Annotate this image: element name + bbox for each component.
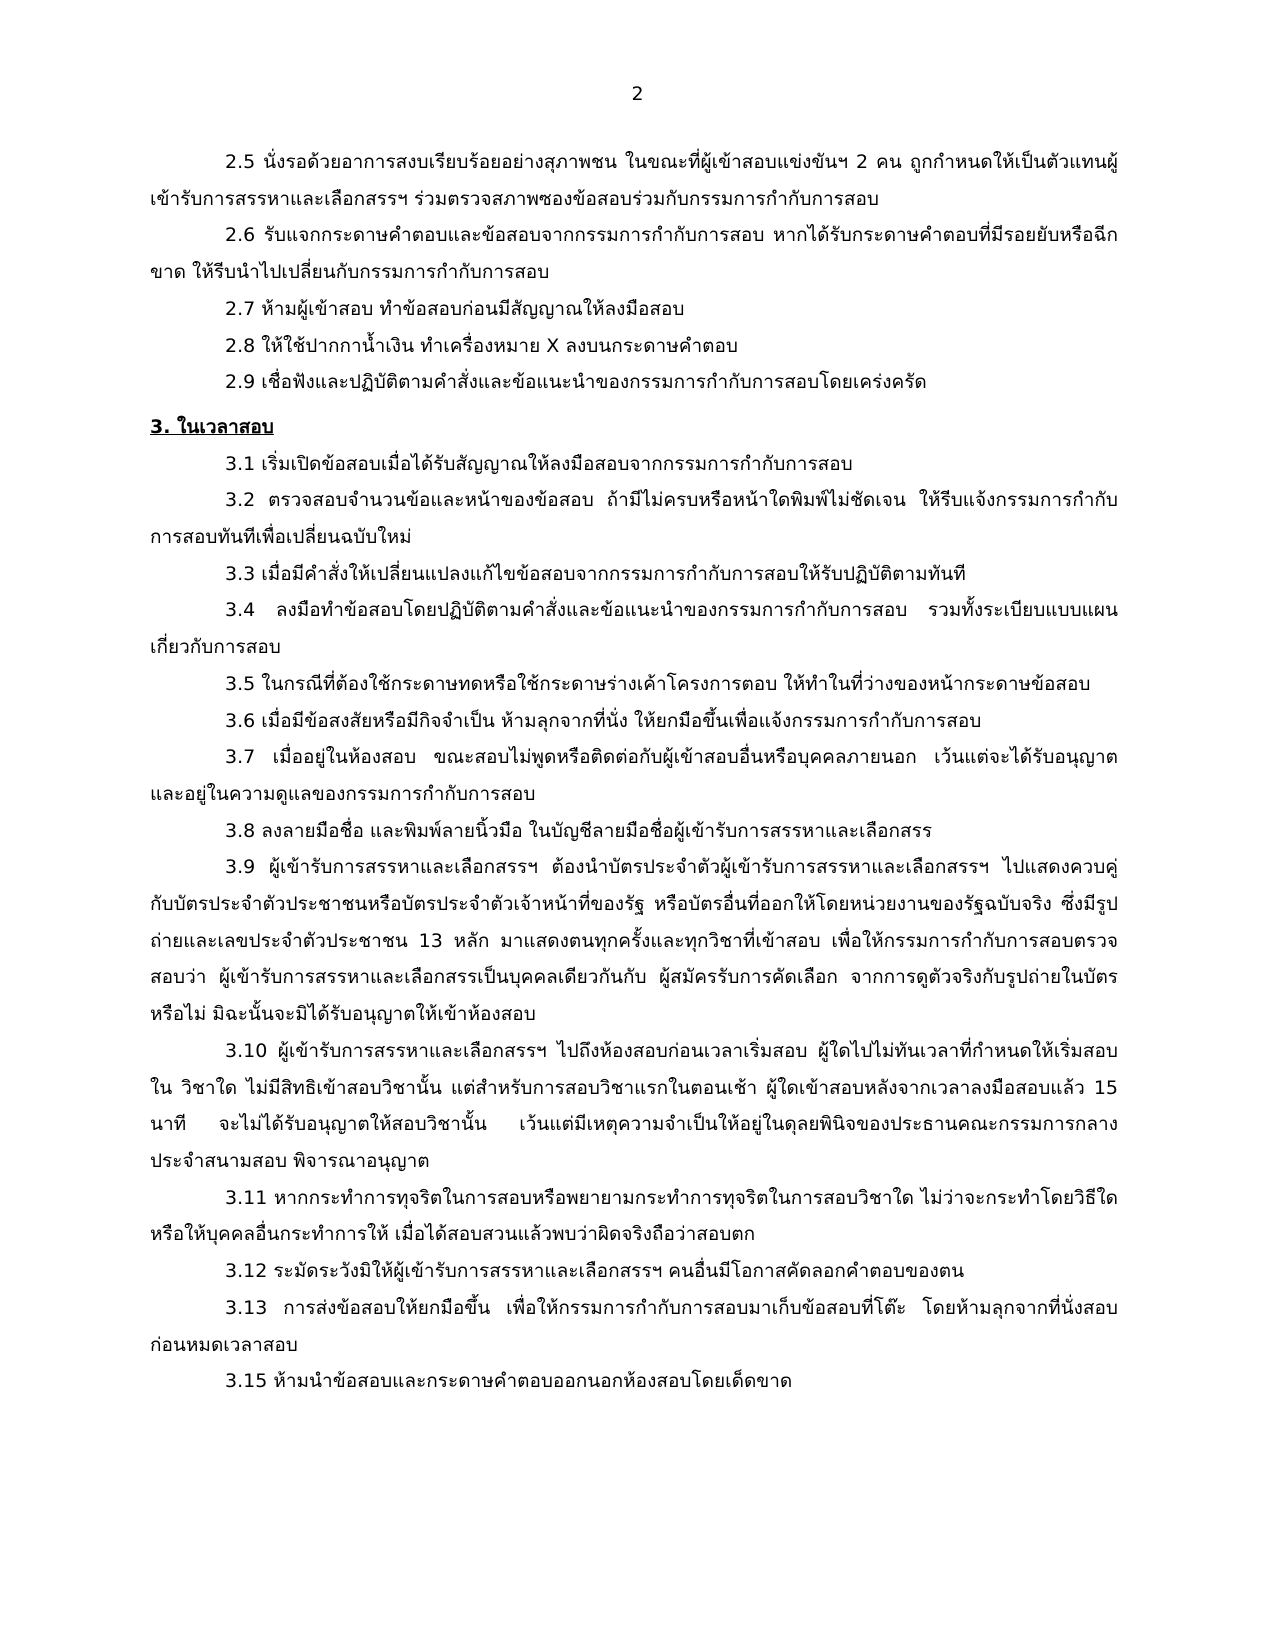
rule-3-3: 3.3 เมื่อมีคำสั่งให้เปลี่ยนแปลงแก้ไขข้อสอบจากกรรมการกำกับการสอบให้รับปฏิบัติตามทันที bbox=[225, 562, 966, 585]
rule-2-5: 2.5 นั่งรอด้วยอาการสงบเรียบร้อยอย่างสุภาพชน ในขณะที่ผู้เข้าสอบแข่งขันฯ 2 คน ถูกกำหนดให้เป็นตัวแทนผู้เข้ารับการสรรหาและเลือกสรรฯ ร่วมตรวจสภาพซองข้อสอบร่วมกับกรรมการกำกับการสอบ bbox=[150, 151, 1118, 210]
page-number: 2 bbox=[631, 83, 644, 105]
rule-3-2: 3.2 ตรวจสอบจำนวนข้อและหน้าของข้อสอบ ถ้ามีไม่ครบหรือหน้าใดพิมพ์ไม่ชัดเจน ให้รีบแจ้งกรรมการกำกับการสอบทันทีเพื่อเปลี่ยนฉบับใหม่ bbox=[150, 489, 1118, 549]
rule-2-9: 2.9 เชื่อฟังและปฏิบัติตามคำสั่งและข้อแนะนำของกรรมการกำกับการสอบโดยเคร่งครัด bbox=[225, 371, 927, 394]
rule-3-12: 3.12 ระมัดระวังมิให้ผู้เข้ารับการสรรหาและเลือกสรรฯ คนอื่นมีโอกาสคัดลอกคำตอบของตน bbox=[225, 1260, 965, 1283]
rule-3-7: 3.7 เมื่ออยู่ในห้องสอบ ขณะสอบไม่พูดหรือติดต่อกับผู้เข้าสอบอื่นหรือบุคคลภายนอก เว้นแต่จะได้รับอนุญาต และอยู่ในความดูแลของกรรมการกำกับการสอบ bbox=[150, 746, 1118, 805]
rule-3-4: 3.4 ลงมือทำข้อสอบโดยปฏิบัติตามคำสั่งและข้อแนะนำของกรรมการกำกับการสอบ รวมทั้งระเบียบแบบแผนเกี่ยวกับการสอบ bbox=[150, 599, 1118, 659]
rule-3-8: 3.8 ลงลายมือชื่อ และพิมพ์ลายนิ้วมือ ในบัญชีลายมือชื่อผู้เข้ารับการสรรหาและเลือกสรร bbox=[225, 819, 933, 842]
section-heading-exam-time: 3. ในเวลาสอบ bbox=[150, 415, 274, 438]
rule-3-15: 3.15 ห้ามนำข้อสอบและกระดาษคำตอบออกนอกห้องสอบโดยเด็ดขาด bbox=[225, 1370, 793, 1393]
rule-2-6: 2.6 รับแจกกระดาษคำตอบและข้อสอบจากกรรมการกำกับการสอบ หากได้รับกระดาษคำตอบที่มีรอยยับหรือฉีกขาด ให้รีบนำไปเปลี่ยนกับกรรมการกำกับการสอบ bbox=[150, 224, 1118, 284]
rule-3-13: 3.13 การส่งข้อสอบให้ยกมือขึ้น เพื่อให้กรรมการกำกับการสอบมาเก็บข้อสอบที่โต๊ะ โดยห้ามลุกจากที่นั่งสอบก่อนหมดเวลาสอบ bbox=[150, 1296, 1118, 1356]
rule-3-9: 3.9 ผู้เข้ารับการสรรหาและเลือกสรรฯ ต้องนำบัตรประจำตัวผู้เข้ารับการสรรหาและเลือกสรรฯ ไปแสดงควบคู่กับบัตรประจำตัวประชาชนหรือบัตรประจำตัวเจ้าหน้าที่ของรัฐ หรือบัตรอื่นที่ออกให้โดยหน่วยงานของรัฐฉบับจริง ซึ่งมีรูปถ่ายและเลขประจำตัวประชาชน 13 หลัก มาแสดงตนทุกครั้งและทุกวิชาที่เข้าสอบ เพื่อให้กรรมการกำกับการสอบตรวจสอบว่า ผู้เข้ารับการสรรหาและเลือกสรรเป็นบุคคลเดียวกันกับ ผู้สมัครรับการคัดเลือก จากการดูตัวจริงกับรูปถ่ายในบัตรหรือไม่ มิฉะนั้นจะมิได้รับอนุญาตให้เข้าห้องสอบ bbox=[150, 856, 1118, 1026]
rule-2-8: 2.8 ให้ใช้ปากกาน้ำเงิน ทำเครื่องหมาย X ลงบนกระดาษคำตอบ bbox=[225, 334, 738, 357]
rule-3-1: 3.1 เริ่มเปิดข้อสอบเมื่อได้รับสัญญาณให้ลงมือสอบจากกรรมการกำกับการสอบ bbox=[225, 452, 853, 475]
document-body bbox=[150, 144, 1118, 1400]
rule-3-6: 3.6 เมื่อมีข้อสงสัยหรือมีกิจจำเป็น ห้ามลุกจากที่นั่ง ให้ยกมือขึ้นเพื่อแจ้งกรรมการกำกับการสอบ bbox=[225, 709, 982, 732]
rule-3-11: 3.11 หากกระทำการทุจริตในการสอบหรือพยายามกระทำการทุจริตในการสอบวิชาใด ไม่ว่าจะกระทำโดยวิธีใดหรือให้บุคคลอื่นกระทำการให้ เมื่อได้สอบสวนแล้วพบว่าผิดจริงถือว่าสอบตก bbox=[150, 1186, 1118, 1246]
rule-3-10: 3.10 ผู้เข้ารับการสรรหาและเลือกสรรฯ ไปถึงห้องสอบก่อนเวลาเริ่มสอบ ผู้ใดไปไม่ทันเวลาที่กำหนดให้เริ่มสอบใน วิชาใด ไม่มีสิทธิเข้าสอบวิชานั้น แต่สำหรับการสอบวิชาแรกในตอนเช้า ผู้ใดเข้าสอบหลังจากเวลาลงมือสอบแล้ว 15 นาที จะไม่ได้รับอนุญาตให้สอบวิชานั้น เว้นแต่มีเหตุความจำเป็นให้อยู่ในดุลยพินิจของประธานคณะกรรมการกลางประจำสนามสอบ พิจารณาอนุญาต bbox=[150, 1039, 1118, 1172]
rule-2-7: 2.7 ห้ามผู้เข้าสอบ ทำข้อสอบก่อนมีสัญญาณให้ลงมือสอบ bbox=[225, 297, 685, 320]
rule-3-5: 3.5 ในกรณีที่ต้องใช้กระดาษทดหรือใช้กระดาษร่างเค้าโครงการตอบ ให้ทำในที่ว่างของหน้ากระดาษข้อสอบ bbox=[225, 672, 1091, 695]
